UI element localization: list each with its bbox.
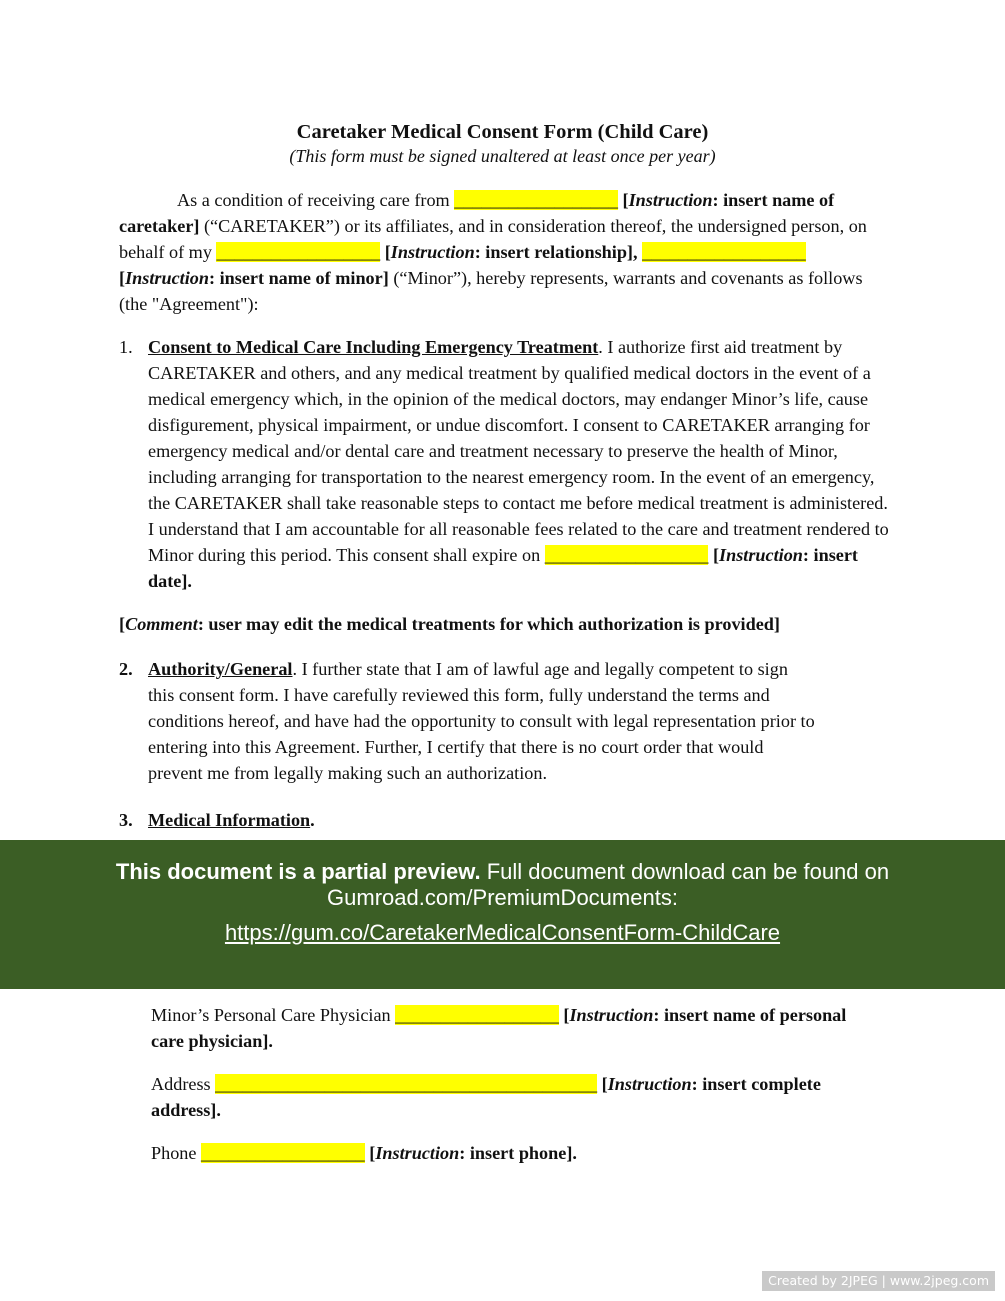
section-1-number: 1.: [119, 337, 133, 357]
instruction-label: Instruction: [719, 545, 803, 565]
banner-text: Full document download can be found on: [480, 859, 890, 884]
physician-field: [151, 1002, 851, 1054]
address-field: [151, 1071, 886, 1123]
minor-name-blank[interactable]: __________________: [642, 242, 806, 262]
instruction-relationship: : insert relationship],: [474, 242, 638, 262]
instruction-label: Instruction: [569, 1005, 654, 1025]
section-3-heading: Medical Information: [148, 810, 311, 830]
instruction-date: : insert date].: [148, 545, 858, 591]
intro-paragraph: [119, 187, 889, 317]
address-label: Address: [151, 1074, 216, 1094]
section-3-number: 3.: [119, 810, 133, 830]
section-3-paragraph: [148, 807, 648, 833]
instruction-minor: : insert name of minor]: [208, 268, 389, 288]
page-title: Caretaker Medical Consent Form (Child Care): [296, 121, 709, 143]
instruction-physician: : insert name of personal care physician].: [151, 1005, 847, 1051]
download-link[interactable]: https://gum.co/CaretakerMedicalConsentForm-ChildCare: [224, 920, 781, 945]
phone-field: [151, 1140, 851, 1166]
instruction-open: [: [708, 545, 720, 565]
instruction-label: Instruction: [607, 1074, 692, 1094]
section-1-heading: Consent to Medical Care Including Emergency Treatment: [148, 337, 599, 357]
physician-label: Minor’s Personal Care Physician: [151, 1005, 396, 1025]
banner-line-2: Gumroad.com/PremiumDocuments:: [327, 885, 678, 910]
comment-open: [: [119, 614, 126, 634]
instruction-label: Instruction: [375, 1143, 460, 1163]
banner-bold-text: This document is a partial preview.: [115, 859, 481, 884]
comment-label: Comment: [125, 614, 198, 634]
instruction-open: [: [617, 190, 629, 210]
instruction-label: Instruction: [390, 242, 475, 262]
page-subtitle: (This form must be signed unaltered at least once per year): [289, 146, 716, 166]
intro-text-2: (“CARETAKER”) or its affiliates, and in consideration thereof, the undersigned person, on behalf of my: [119, 216, 867, 262]
section-2-heading: Authority/General: [148, 659, 293, 679]
section-1-body: . I authorize first aid treatment by CARETAKER and others, and any medical treatment by qualified medical doctors in the event of a medical emergency which, in the opinion of the medical doctors, may endanger Minor’s life, cause disfigurement, physical impairment, or undue discomfort. I consent to CARETAKER arranging for emergency medical and/or dental care and treatment necessary to preserve the health of Minor, including arranging for transportation to the nearest emergency room. In the event of an emergency, the CARETAKER shall take reasonable steps to contact me before medical treatment is administered. I understand that I am accountable for all reasonable fees related to the care and treatment rendered to Minor during this period. This consent shall expire on: [148, 337, 889, 565]
instruction-open: [: [380, 242, 391, 262]
section-1-paragraph: [148, 334, 890, 594]
physician-blank[interactable]: __________________: [395, 1005, 559, 1025]
address-blank[interactable]: __________________________________________: [215, 1074, 598, 1094]
instruction-open: [: [119, 268, 126, 288]
section-2-body: . I further state that I am of lawful age and legally competent to sign this consent form. I have carefully reviewed this form, fully understand the terms and conditions hereof, and have had the opportunity to consult with legal representation prior to entering into this Agreement. Further, I certify that there is no court order that would prevent me from legally making such an authorization.: [148, 659, 815, 783]
banner-line-1: [0, 859, 1005, 885]
instruction-address: : insert complete address].: [151, 1074, 821, 1120]
phone-label: Phone: [151, 1143, 202, 1163]
section-2-paragraph: [148, 656, 818, 786]
intro-text-3: (“Minor”), hereby represents, warrants and covenants as follows (the "Agreement"):: [119, 268, 863, 314]
caretaker-name-blank[interactable]: __________________: [454, 190, 618, 210]
phone-blank[interactable]: __________________: [201, 1143, 365, 1163]
section-2-number: 2.: [119, 659, 133, 679]
watermark: Created by 2JPEG | www.2jpeg.com: [762, 1271, 995, 1291]
instruction-open: [: [597, 1074, 608, 1094]
comment-note: [119, 611, 899, 637]
instruction-caretaker: : insert name of caretaker]: [119, 190, 835, 236]
section-3-period: .: [310, 810, 315, 830]
instruction-open: [: [364, 1143, 376, 1163]
intro-text-1: As a condition of receiving care from: [177, 190, 455, 210]
expiry-date-blank[interactable]: __________________: [544, 545, 709, 565]
instruction-label: Instruction: [125, 268, 209, 288]
instruction-label: Instruction: [628, 190, 713, 210]
instruction-open: [: [558, 1005, 570, 1025]
preview-banner: [0, 840, 1005, 989]
instruction-phone: : insert phone].: [459, 1143, 577, 1163]
comment-text: : user may edit the medical treatments for which authorization is provided]: [197, 614, 780, 634]
relationship-blank[interactable]: __________________: [216, 242, 381, 262]
